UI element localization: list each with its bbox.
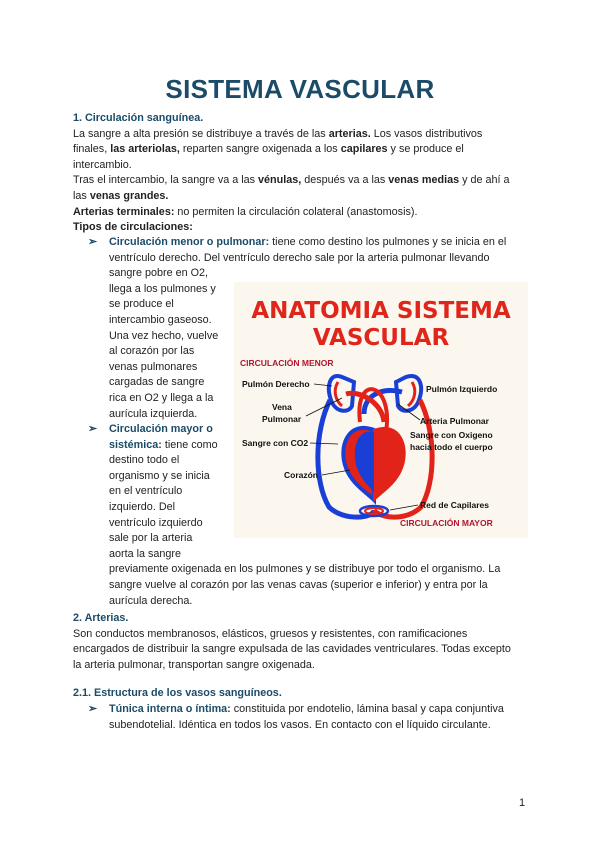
section-2-1 bbox=[73, 686, 533, 702]
label-corazon: Corazón bbox=[284, 470, 318, 480]
paragraph-line: finales, las arteriolas, reparten sangre oxigenada a los capilares y se produce el bbox=[73, 143, 464, 156]
label-red-capilares: Red de Capilares bbox=[420, 500, 489, 510]
figure-title-line2: VASCULAR bbox=[312, 325, 450, 351]
circulacion-menor-label: CIRCULACIÓN MENOR bbox=[240, 358, 334, 368]
paragraph-line: las venas grandes. bbox=[73, 189, 169, 202]
label-sangre-oxigeno-line1: Sangre con Oxigeno bbox=[410, 430, 493, 440]
paragraph-line: intercambio. bbox=[73, 158, 132, 171]
label-sangre-oxigeno-line2: hacia todo el cuerpo bbox=[410, 442, 493, 452]
bullet-arrow: ➢ bbox=[88, 703, 98, 715]
circulacion-mayor-label: CIRCULACIÓN MAYOR bbox=[400, 518, 493, 528]
label-arteria-pulmonar: Arteria Pulmonar bbox=[420, 416, 489, 426]
paragraph-line: encargados de distribuir la sangre expulsada de las cavidades ventriculares. Todas excepto bbox=[73, 643, 511, 656]
label-vena-line1: Vena bbox=[272, 402, 292, 412]
paragraph-line: la arteria pulmonar, transportan sangre oxigenada. bbox=[73, 658, 315, 671]
section-2 bbox=[73, 611, 543, 673]
page-title: SISTEMA VASCULAR bbox=[165, 74, 435, 104]
section-2-heading: 2. Arterias. bbox=[73, 612, 129, 624]
label-pulmon-derecho: Pulmón Derecho bbox=[242, 379, 310, 389]
label-sangre-co2: Sangre con CO2 bbox=[242, 438, 309, 448]
circulacion-menor: Circulación menor o pulmonar: tiene como destino los pulmones y se inicia en el ventrículo derecho. Del ventrículo derecho sale por la arteria pulmonar llevando sangre pobre en O2, llega a los pulmones y se produce el intercambio gaseoso. Una vez hecho, vuelve al corazón por las venas pulmonares cargadas de sangre rica en O2 y llega a la aurícula izquierda. bbox=[109, 236, 507, 420]
figure-title-line1: ANATOMIA SISTEMA bbox=[251, 298, 511, 324]
section-1-heading: 1. Circulación sanguínea. bbox=[73, 112, 204, 124]
paragraph-line: Tras el intercambio, la sangre va a las vénulas, después va a las venas medias y de ahí a bbox=[73, 174, 510, 187]
bullet-arrow: ➢ bbox=[88, 236, 98, 248]
label-vena-line2: Pulmonar bbox=[262, 414, 302, 424]
tunica-interna: Túnica interna o íntima: constituida por endotelio, lámina basal y capa conjuntiva subendotelial. Idéntica en todos los vasos. En contacto con el líquido circulante. bbox=[109, 703, 504, 731]
circulacion-mayor: Circulación mayor o sistémica: tiene como destino todo el organismo y se inicia en el ventrículo izquierdo. Del ventrículo izquierdo sale por la arteria aorta la sangre previamente oxigenada en los pulmones y se distribuye por todo el organismo. La sangre vuelve al corazón por las venas cavas (superior e inferior) y entra por la aurícula derecha. bbox=[109, 423, 501, 607]
figure-svg bbox=[234, 282, 528, 538]
section-1 bbox=[73, 111, 533, 236]
paragraph-line: La sangre a alta presión se distribuye a través de las arterias. Los vasos distributivos bbox=[73, 127, 483, 140]
bullet-arrow: ➢ bbox=[88, 423, 98, 435]
paragraph-line: Arterias terminales: no permiten la circulación colateral (anastomosis). bbox=[73, 205, 418, 218]
vascular-anatomy-figure bbox=[234, 282, 528, 538]
paragraph-line: Tipos de circulaciones: bbox=[73, 221, 193, 234]
page-number: 1 bbox=[519, 797, 526, 809]
section-2-1-heading: 2.1. Estructura de los vasos sanguíneos. bbox=[73, 687, 282, 699]
paragraph-line: Son conductos membranosos, elásticos, gruesos y resistentes, con ramificaciones bbox=[73, 627, 468, 640]
label-pulmon-izquierdo: Pulmón Izquierdo bbox=[426, 384, 498, 394]
